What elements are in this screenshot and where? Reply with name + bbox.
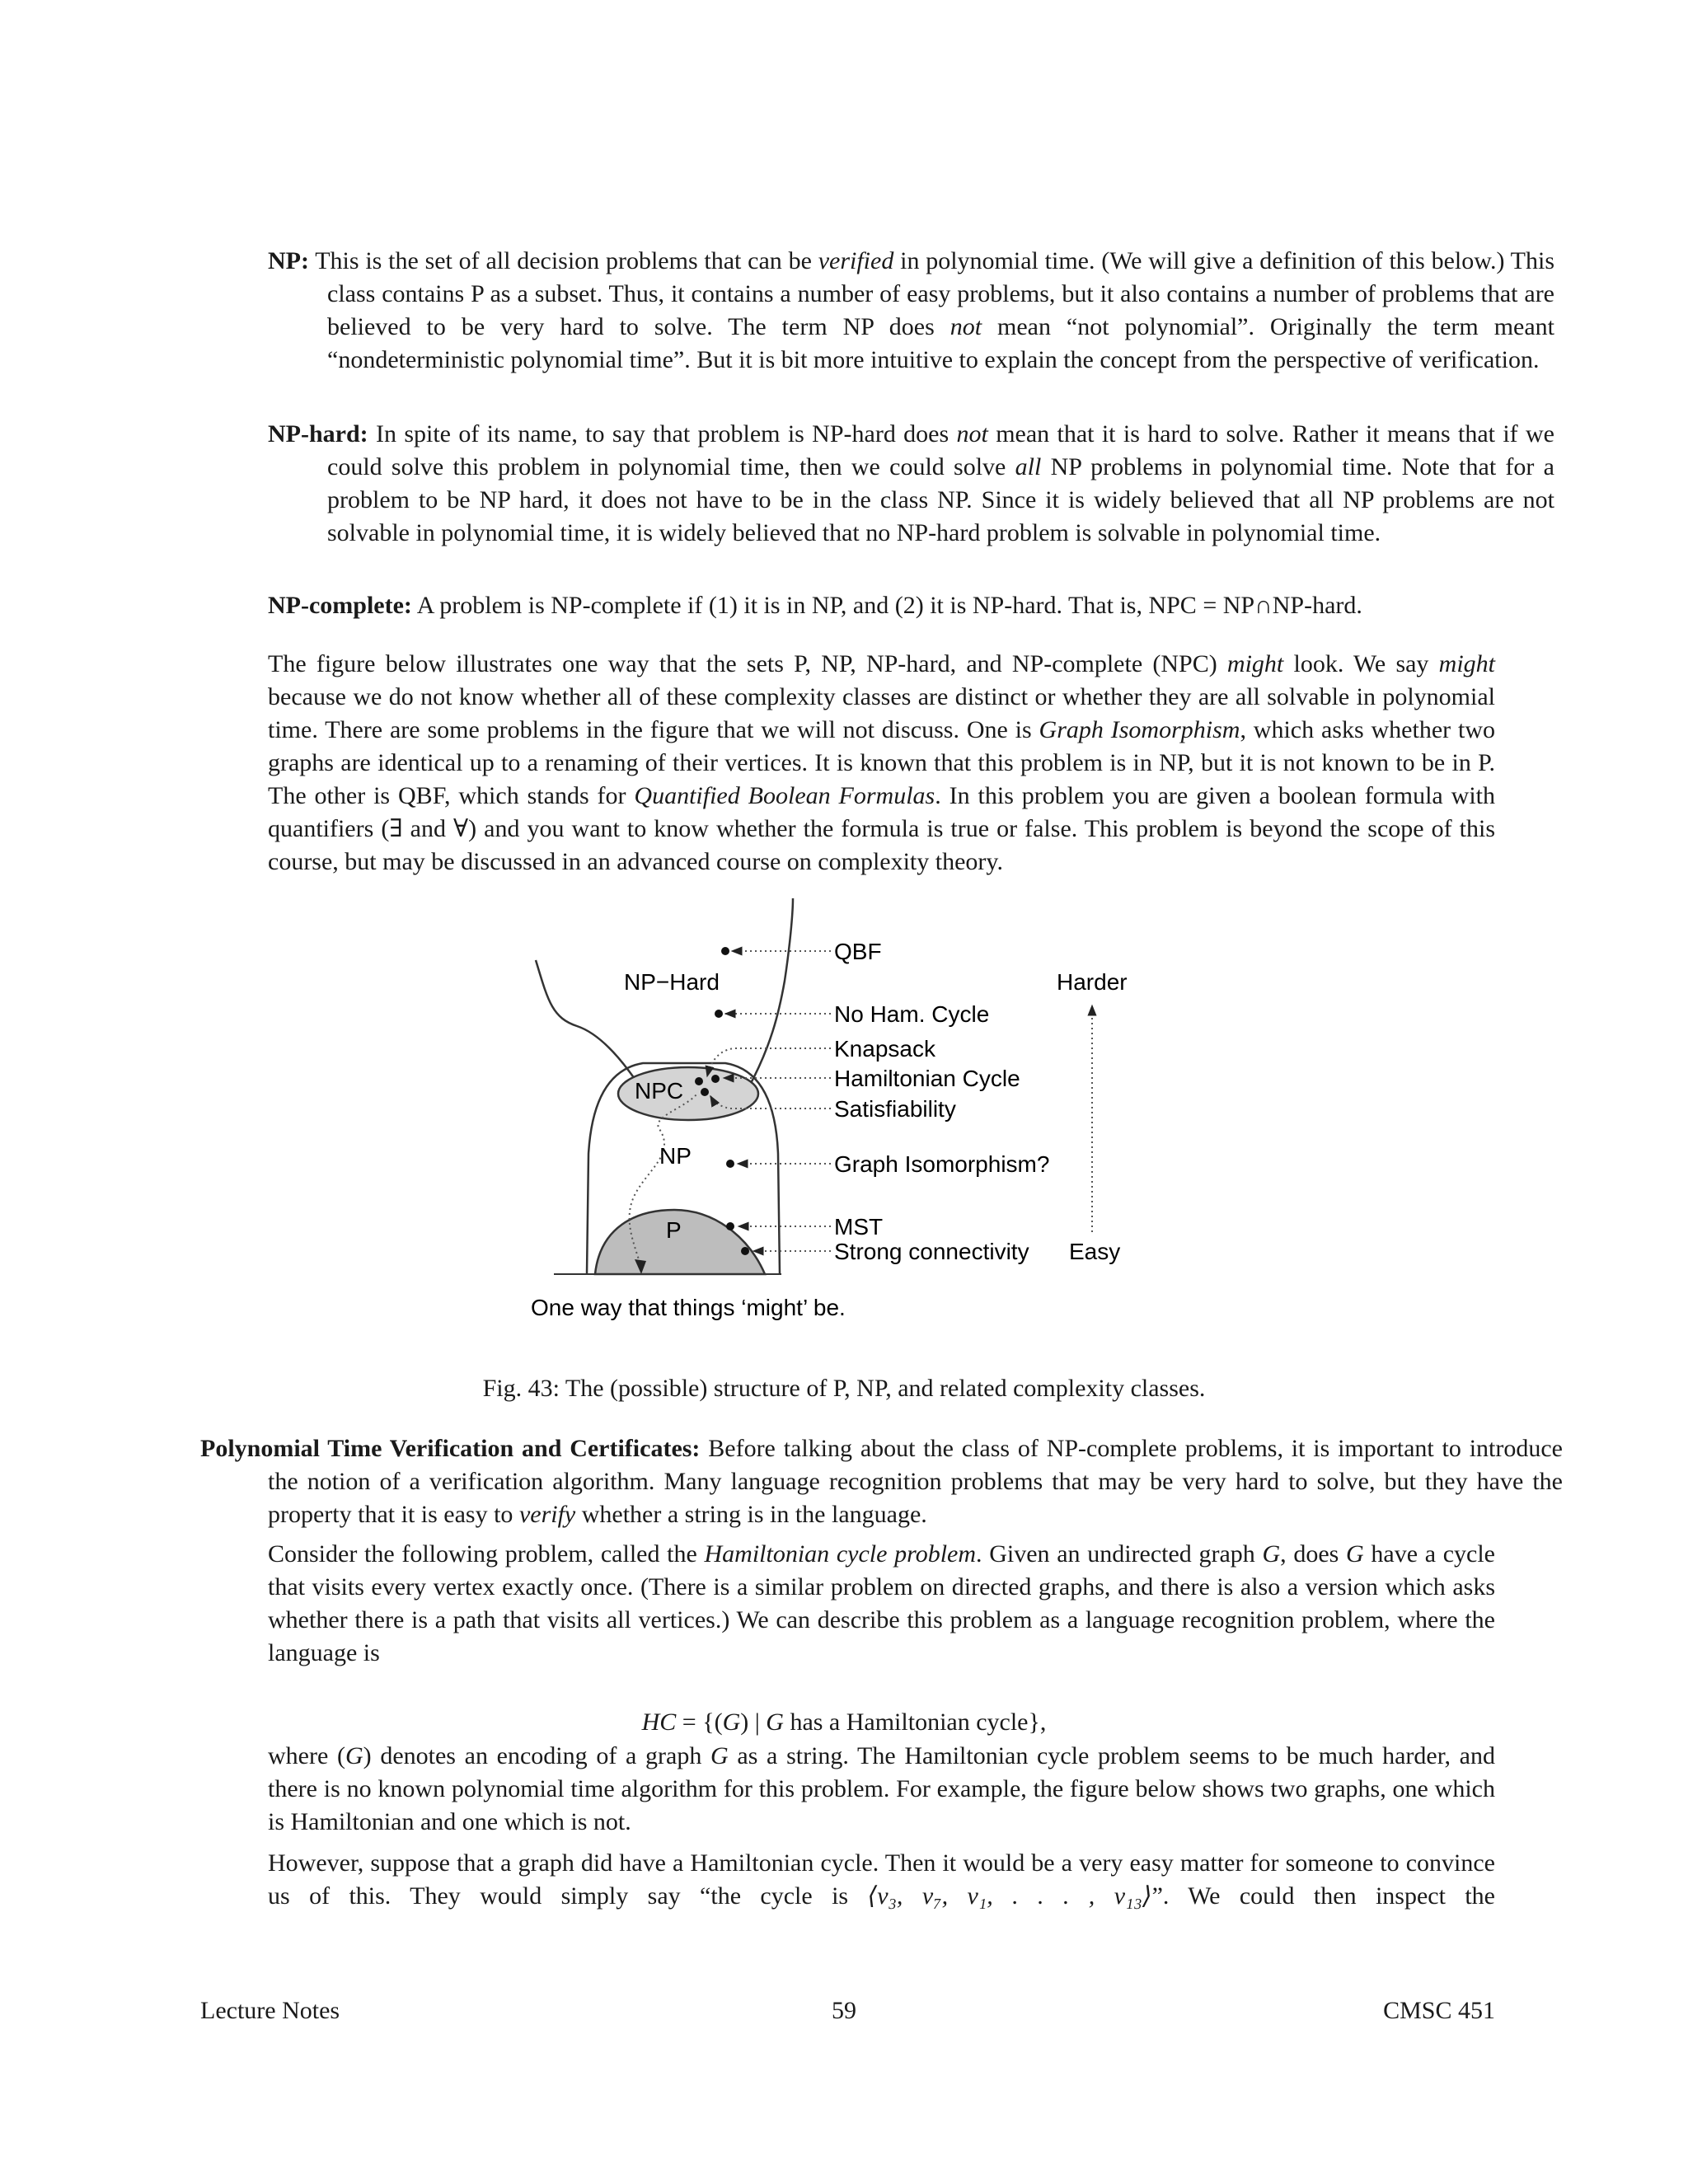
where-paragraph: where (G) denotes an encoding of a graph G as a string. The Hamiltonian cycle problem seems to be much harder, and there is no known polynomial time algorithm for this problem. For example, the figure below shows two graphs, one which is Hamiltonian and one which is not. <box>268 1742 1495 1835</box>
qbf-dot <box>721 947 729 955</box>
knapsack-dot <box>695 1077 703 1085</box>
mst-dot <box>726 1222 734 1230</box>
def-nphard-term: NP-hard: <box>268 420 368 448</box>
noham-dot <box>715 1010 723 1018</box>
np-label: NP <box>659 1143 692 1169</box>
graphiso-dot <box>726 1160 734 1168</box>
mst-label: MST <box>834 1214 884 1240</box>
knapsack-label: Knapsack <box>834 1036 935 1062</box>
def-nphard: NP-hard: In spite of its name, to say that problem is NP-hard does not mean that it is hard to solve. Rather it means that if we could solve this problem in polynomial time, then we could solve all NP problems in polynomial time. Note that for a problem to be NP hard, it does not have to be in the class NP. Since it is widely believed that all NP problems are not solvable in polynomial time, it is widely believed that no NP-hard problem is solvable in polynomial time. <box>268 420 1554 546</box>
hc-equation: HC = {(G) | G has a Hamiltonian cycle}, <box>641 1708 1047 1736</box>
p-label: P <box>666 1217 682 1243</box>
intro-paragraph: The figure below illustrates one way that the sets P, NP, NP-hard, and NP-complete (NPC) might look. We say might because we do not know whether all of these complexity classes are distinct or whether they are all solvable in polynomial time. There are some problems in the figure that we will not discuss. One is Graph Isomorphism, which asks whether two graphs are identical up to a renaming of their vertices. It is known that this problem is in NP, but it is not known to be in P. The other is QBF, which stands for Quantified Boolean Formulas. In this problem you are given a boolean formula with quantifiers (∃ and ∀) and you want to know whether the formula is true or false. This problem is beyond the scope of this course, but may be discussed in an advanced course on complexity theory. <box>268 650 1495 875</box>
however-paragraph: However, suppose that a graph did have a Hamiltonian cycle. Then it would be a very easy matter for someone to convince us of this. They would simply say “the cycle is ⟨v₃, v₇, v₁, . . . , v₁₃⟩”. We could then inspect the <box>268 1849 1495 1910</box>
page-number: 59 <box>832 1997 856 2024</box>
footer-right: CMSC 451 <box>1383 1997 1495 2024</box>
def-np: NP: This is the set of all decision problems that can be verified in polynomial time. (We will give a definition of this below.) This class contains P as a subset. Thus, it contains a number of easy problems, but it also contains a number of problems that are believed to be very hard to solve. The term NP does not mean “not polynomial”. Originally the term meant “nondeterministic polynomial time”. But it is bit more intuitive to explain the concept from the perspective of verification. <box>268 247 1555 373</box>
footer-left: Lecture Notes <box>200 1997 340 2024</box>
def-npc: NP-complete: A problem is NP-complete if (1) it is in NP, and (2) it is NP-hard. That is, NPC = NP∩NP-hard. <box>268 592 1362 619</box>
hamcycle-label: Hamiltonian Cycle <box>834 1066 1020 1091</box>
harder-label: Harder <box>1057 969 1128 995</box>
figure-caption: Fig. 43: The (possible) structure of P, NP, and related complexity classes. <box>482 1375 1206 1402</box>
noham-label: No Ham. Cycle <box>834 1001 990 1027</box>
nphard-label: NP−Hard <box>624 969 720 995</box>
def-npc-term: NP-complete: <box>268 592 412 619</box>
figure-note: One way that things ‘might’ be. <box>531 1295 846 1320</box>
sat-dot <box>701 1088 709 1096</box>
strong-dot <box>741 1247 749 1255</box>
qbf-label: QBF <box>834 939 882 964</box>
consider-paragraph: Consider the following problem, called the Hamiltonian cycle problem. Given an undirected graph G, does G have a cycle that visits every vertex exactly once. (There is a similar problem on directed graphs, and there is also a version which asks whether there is a path that visits all vertices.) We can describe this problem as a language recognition problem, where the language is <box>268 1540 1495 1666</box>
strong-label: Strong connectivity <box>834 1239 1029 1264</box>
easy-label: Easy <box>1069 1239 1121 1264</box>
graphiso-label: Graph Isomorphism? <box>834 1151 1050 1177</box>
npc-label: NPC <box>635 1078 684 1104</box>
ptv-paragraph: Polynomial Time Verification and Certificates: Before talking about the class of NP-complete problems, it is important to introduce the notion of a verification algorithm. Many language recognition problems that may be very hard to solve, but they have the property that it is easy to verify whether a string is in the language. <box>200 1435 1563 1528</box>
sat-label: Satisfiability <box>834 1096 956 1122</box>
hamcycle-dot <box>711 1075 720 1083</box>
def-np-term: NP: <box>268 247 309 274</box>
